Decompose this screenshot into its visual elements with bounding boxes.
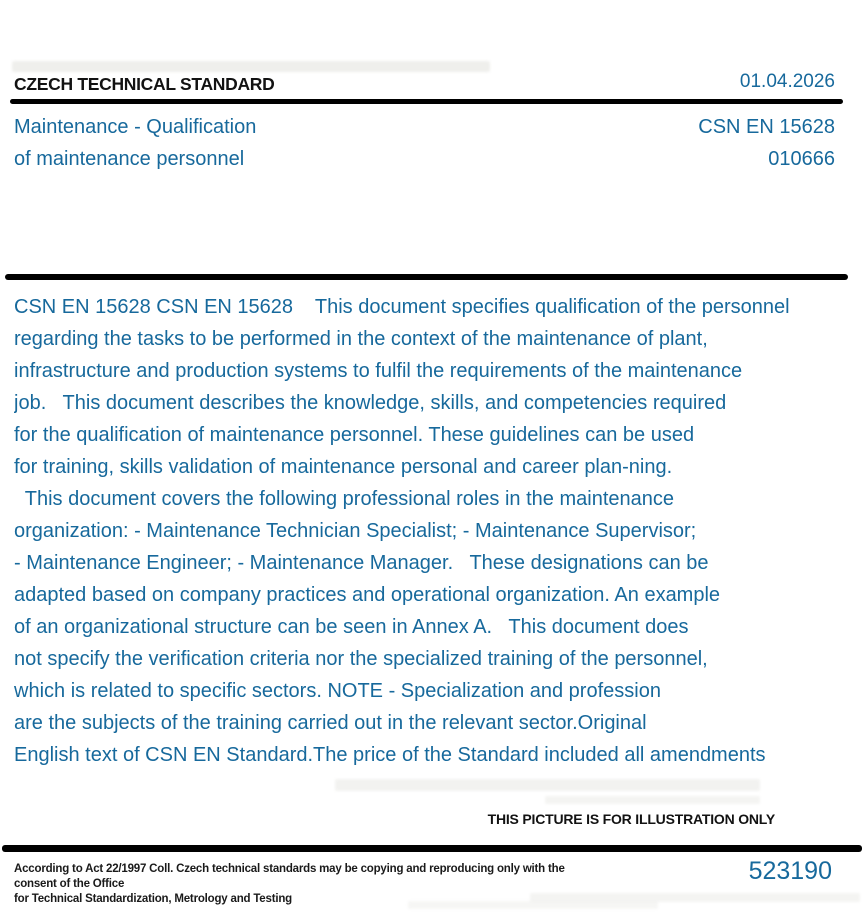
abstract-line: job. This document describes the knowledge, skills, and competencies required (14, 392, 727, 414)
standard-subject-line-2: of maintenance personnel (14, 148, 245, 170)
abstract-line: organization: - Maintenance Technician Specialist; - Maintenance Supervisor; (14, 520, 697, 542)
abstract-divider (5, 274, 848, 280)
copyright-legal-text (14, 862, 594, 907)
abstract-line: English text of CSN EN Standard.The price of the Standard included all amendments (14, 744, 766, 766)
footer-divider (2, 845, 862, 852)
standard-subject-line-1: Maintenance - Qualification (14, 116, 257, 138)
abstract-line: for the qualification of maintenance personnel. These guidelines can be used (14, 424, 695, 446)
standard-code: CSN EN 15628 (698, 116, 835, 138)
abstract-line: of an organizational structure can be seen in Annex A. This document does (14, 616, 689, 638)
copyright-legal-line-1: According to Act 22/1997 Coll. Czech technical standards may be copying and reproducing only with the consent of the Office (14, 863, 565, 890)
header-divider (10, 99, 843, 104)
page-title: CZECH TECHNICAL STANDARD (14, 74, 275, 94)
abstract-line: This document covers the following professional roles in the maintenance (14, 488, 674, 510)
abstract-line: adapted based on company practices and operational organization. An example (14, 584, 721, 606)
abstract-line: for training, skills validation of maintenance personal and career plan-ning. (14, 456, 673, 478)
classification-number: 010666 (768, 148, 835, 170)
ghost-text-artifact (12, 61, 490, 72)
illustration-only-notice: THIS PICTURE IS FOR ILLUSTRATION ONLY (487, 811, 775, 827)
copyright-legal-line-2: for Technical Standardization, Metrology and Testing (14, 893, 292, 905)
ghost-text-artifact (335, 779, 760, 791)
abstract-line: are the subjects of the training carried out in the relevant sector.Original (14, 712, 647, 734)
abstract-line: - Maintenance Engineer; - Maintenance Manager. These designations can be (14, 552, 709, 574)
issue-date: 01.04.2026 (739, 71, 835, 92)
document-number: 523190 (748, 857, 832, 885)
ghost-text-artifact (545, 796, 760, 804)
abstract-line: infrastructure and production systems to fulfil the requirements of the maintenance (14, 360, 743, 382)
abstract-text (14, 291, 852, 771)
abstract-line: which is related to specific sectors. NOTE - Specialization and profession (14, 680, 661, 702)
abstract-line: not specify the verification criteria nor the specialized training of the personnel, (14, 648, 708, 670)
abstract-line: regarding the tasks to be performed in the context of the maintenance of plant, (14, 328, 708, 350)
abstract-line: CSN EN 15628 CSN EN 15628 This document specifies qualification of the personnel (14, 296, 790, 318)
